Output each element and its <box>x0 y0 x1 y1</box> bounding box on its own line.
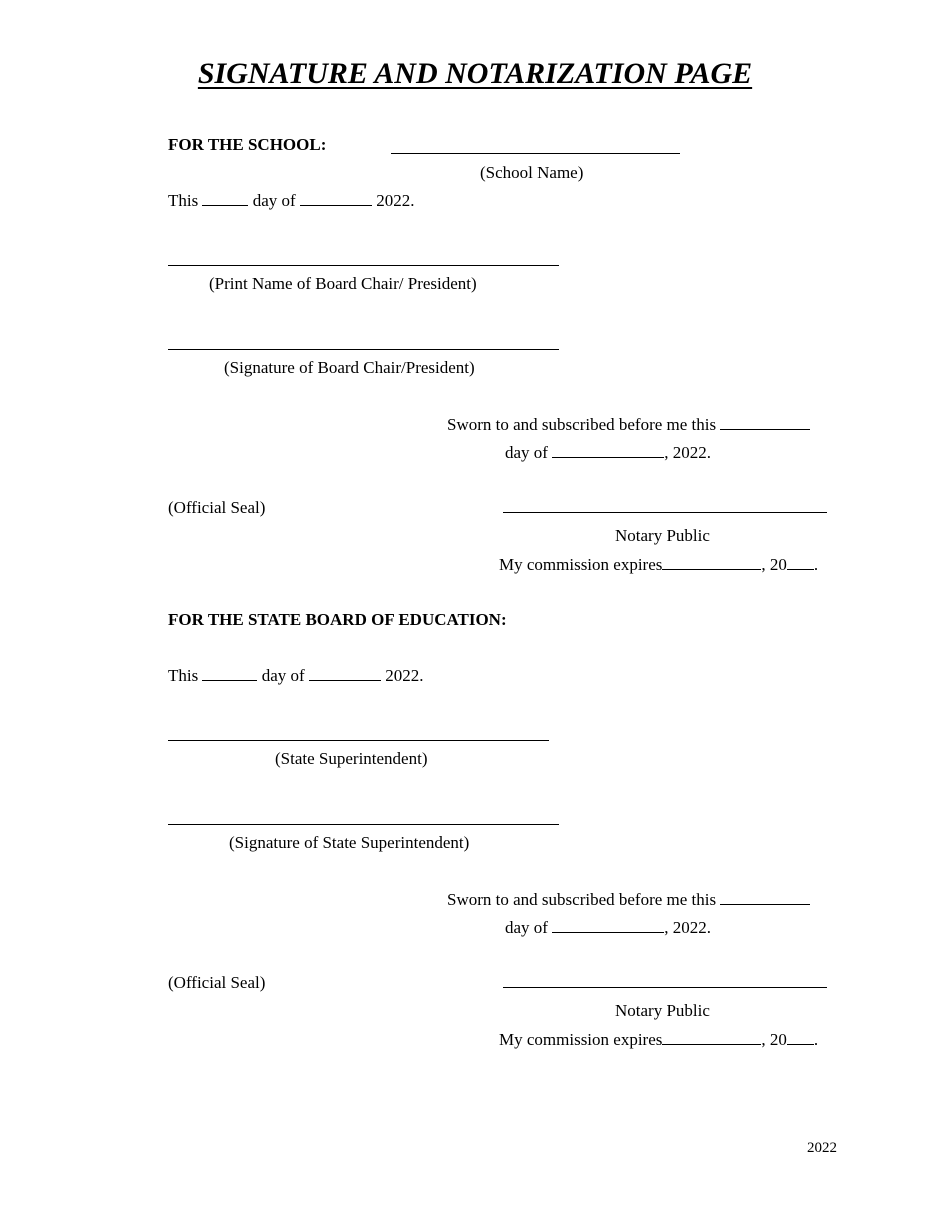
school-notary-public: Notary Public <box>615 526 710 545</box>
state-commission-line <box>499 1029 818 1050</box>
date-day-of-label: day of <box>261 666 305 685</box>
day-blank[interactable] <box>202 190 248 206</box>
page-title: SIGNATURE AND NOTARIZATION PAGE <box>197 57 753 90</box>
footer-year: 2022 <box>807 1140 837 1156</box>
commission-text: My commission expires <box>499 1030 663 1049</box>
commission-text: My commission expires <box>499 555 663 574</box>
school-sworn-dayof <box>505 442 711 463</box>
school-heading: FOR THE SCHOOL: <box>168 135 327 154</box>
sworn-text: Sworn to and subscribed before me this <box>447 890 717 909</box>
superintendent-signature-caption: (Signature of State Superintendent) <box>229 833 470 852</box>
commission-year-label: , 20 <box>761 1030 787 1049</box>
date-this-label: This <box>168 191 199 210</box>
sworn-year-label: , 2022. <box>664 918 711 937</box>
period: . <box>813 1030 819 1049</box>
date-year-label: 2022. <box>385 666 424 685</box>
sworn-day-blank[interactable] <box>720 889 810 905</box>
state-sworn-line <box>447 889 810 910</box>
school-notary-signature-line[interactable] <box>503 512 827 513</box>
commission-year-blank[interactable] <box>787 554 814 570</box>
state-official-seal: (Official Seal) <box>168 973 266 992</box>
date-this-label: This <box>168 666 199 685</box>
sworn-month-blank[interactable] <box>552 442 664 458</box>
sworn-day-blank[interactable] <box>720 414 810 430</box>
period: . <box>813 555 819 574</box>
state-heading: FOR THE STATE BOARD OF EDUCATION: <box>168 610 507 629</box>
board-signature-caption: (Signature of Board Chair/President) <box>224 358 475 377</box>
school-name-caption: (School Name) <box>480 163 584 182</box>
day-of-label: day of <box>505 918 548 937</box>
school-name-line[interactable] <box>391 153 680 154</box>
school-commission-line <box>499 554 818 575</box>
superintendent-signature-line[interactable] <box>168 824 559 825</box>
date-year-label: 2022. <box>376 191 415 210</box>
sworn-year-label: , 2022. <box>664 443 711 462</box>
month-blank[interactable] <box>300 190 372 206</box>
superintendent-caption: (State Superintendent) <box>275 749 428 768</box>
school-date-line <box>168 190 414 211</box>
commission-year-label: , 20 <box>761 555 787 574</box>
state-notary-signature-line[interactable] <box>503 987 827 988</box>
print-name-line[interactable] <box>168 265 559 266</box>
sworn-month-blank[interactable] <box>552 917 664 933</box>
superintendent-name-line[interactable] <box>168 740 549 741</box>
state-date-line <box>168 665 423 686</box>
commission-date-blank[interactable] <box>662 554 761 570</box>
sworn-text: Sworn to and subscribed before me this <box>447 415 717 434</box>
day-of-label: day of <box>505 443 548 462</box>
state-sworn-dayof <box>505 917 711 938</box>
print-name-caption: (Print Name of Board Chair/ President) <box>209 274 477 293</box>
board-signature-line[interactable] <box>168 349 559 350</box>
commission-year-blank[interactable] <box>787 1029 814 1045</box>
school-sworn-line <box>447 414 810 435</box>
date-day-of-label: day of <box>252 191 296 210</box>
school-official-seal: (Official Seal) <box>168 498 266 517</box>
month-blank[interactable] <box>309 665 381 681</box>
state-notary-public: Notary Public <box>615 1001 710 1020</box>
day-blank[interactable] <box>202 665 257 681</box>
commission-date-blank[interactable] <box>662 1029 761 1045</box>
